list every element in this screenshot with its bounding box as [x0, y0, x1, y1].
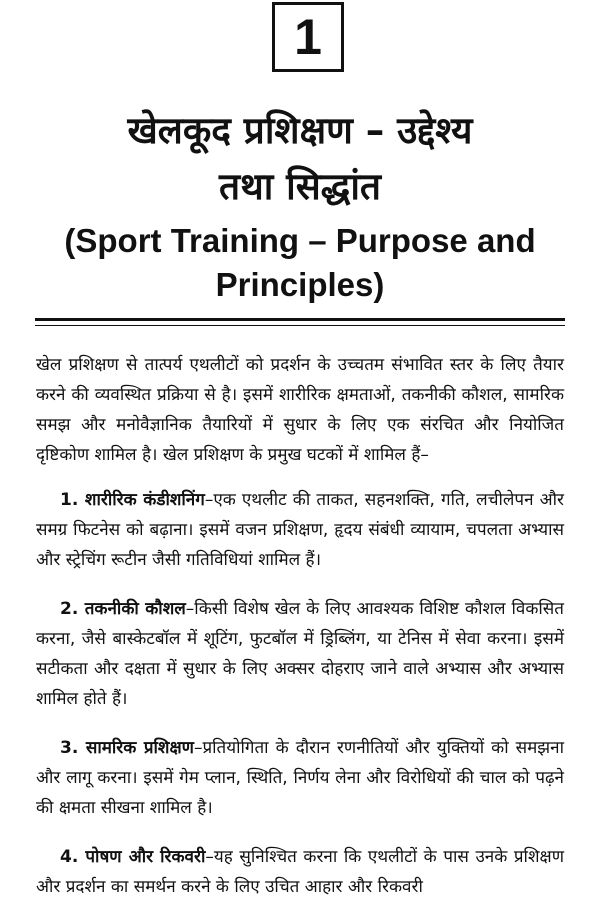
- intro-paragraph: खेल प्रशिक्षण से तात्पर्य एथलीटों को प्रदर्शन के उच्चतम संभावित स्तर के लिए तैयार करने की व्यवस्थित प्रक्रिया से है। इसमें शारीरिक क्षमताओं, तकनीकी कौशल, सामरिक समझ और मनोवैज्ञानिक तैयारियों में सुधार के लिए एक संरचित और नियोजित दृष्टिकोण शामिल है। खेल प्रशिक्षण के प्रमुख घटकों में शामिल हैं–: [36, 355, 564, 465]
- list-item-nutrition-recovery: [36, 842, 564, 902]
- list-item-technical-skill: [36, 594, 564, 714]
- title-english-line2: Principles): [215, 266, 385, 303]
- item-text: –एक एथलीट की ताकत, सहनशक्ति, गति, लचीलेपन और समग्र फिटनेस को बढ़ाना। इसमें वजन प्रशिक्षण, हृदय संबंधी व्यायाम, चपलता अभ्यास और स्ट्रेचिंग रूटीन जैसी गतिविधियां शामिल हैं।: [36, 490, 564, 570]
- title-divider-thick: [35, 318, 565, 321]
- item-heading: 2. तकनीकी कौशल: [60, 599, 186, 619]
- item-heading: 3. सामरिक प्रशिक्षण: [60, 738, 194, 758]
- item-text: –प्रतियोगिता के दौरान रणनीतियों और युक्तियों को समझना और लागू करना। इसमें गेम प्लान, स्थिति, निर्णय लेना और विरोधियों की चाल को पढ़ने की क्षमता सीखना शामिल है।: [36, 738, 564, 818]
- title-hindi-line1: खेलकूद प्रशिक्षण – उद्देश्य: [127, 109, 473, 152]
- list-item-physical-conditioning: [36, 485, 564, 575]
- item-text: –किसी विशेष खेल के लिए आवश्यक विशिष्ट कौशल विकसित करना, जैसे बास्केटबॉल में शूटिंग, फुटबॉल में ड्रिब्लिंग, या टेनिस में सेवा करना। इसमें सटीकता और दक्षता में सुधार के लिए अक्सर दोहराए जाने वाले अभ्यास और अभ्यास शामिल होते हैं।: [36, 599, 564, 709]
- item-text: –यह सुनिश्चित करना कि एथलीटों के पास उनके प्रशिक्षण और प्रदर्शन का समर्थन करने के लिए उचित आहार और रिकवरी: [36, 847, 564, 897]
- list-item-tactical-training: [36, 733, 564, 823]
- title-hindi-line2: तथा सिद्धांत: [218, 165, 382, 208]
- title-divider-thin: [35, 325, 565, 326]
- item-heading: 1. शारीरिक कंडीशनिंग: [60, 490, 205, 510]
- title-english-line1: (Sport Training – Purpose and: [64, 222, 536, 259]
- chapter-number-box: [272, 2, 344, 72]
- chapter-number: 1: [294, 9, 322, 65]
- item-heading: 4. पोषण और रिकवरी: [60, 847, 206, 867]
